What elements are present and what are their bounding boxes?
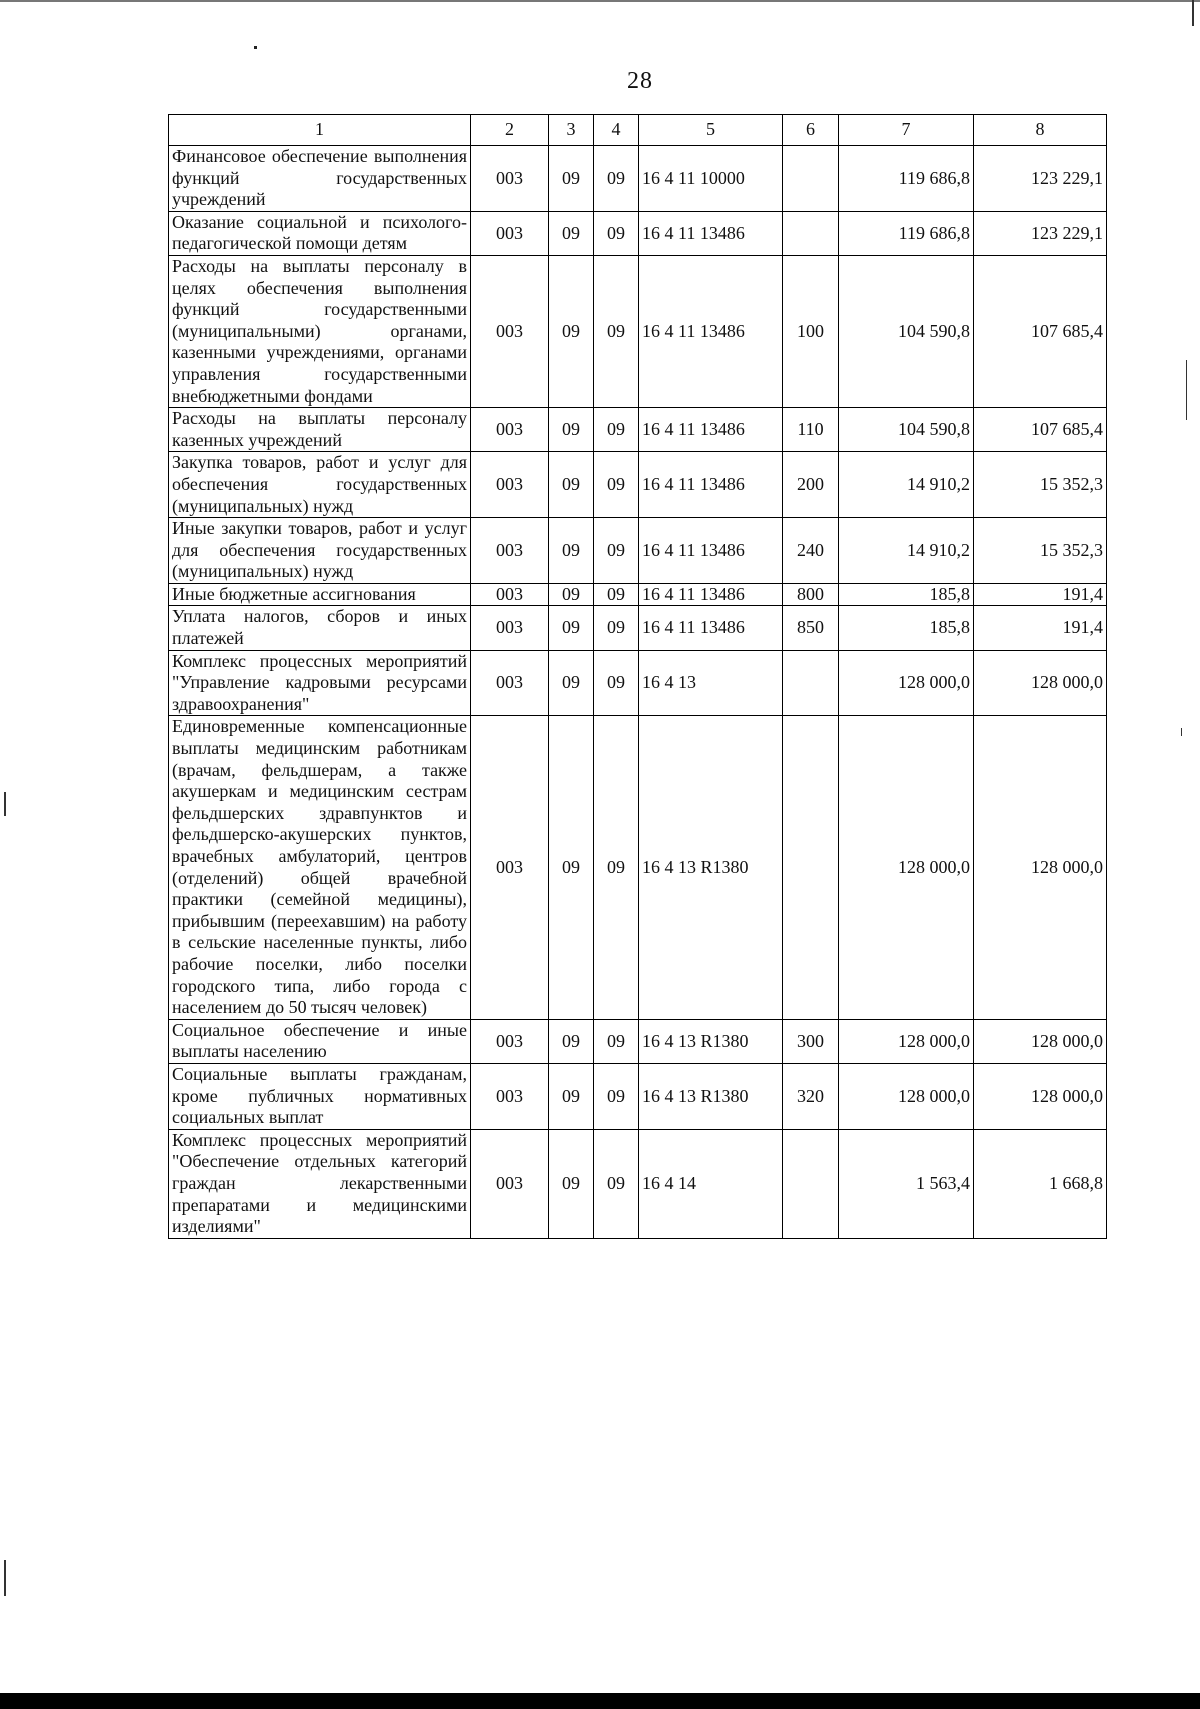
expense-type-cell: 110 (783, 408, 839, 452)
amount-year1-cell: 185,8 (839, 606, 974, 650)
subsection-code-cell: 09 (594, 650, 639, 716)
section-code-cell: 09 (549, 211, 594, 255)
grbs-code-cell: 003 (471, 1063, 549, 1129)
subsection-code-cell: 09 (594, 408, 639, 452)
section-code-cell: 09 (549, 255, 594, 407)
amount-year1-cell: 119 686,8 (839, 211, 974, 255)
table-row (169, 452, 1107, 518)
grbs-code-cell: 003 (471, 1129, 549, 1238)
subsection-code-cell: 09 (594, 146, 639, 212)
amount-year1-cell: 1 563,4 (839, 1129, 974, 1238)
amount-year1-cell: 128 000,0 (839, 1063, 974, 1129)
table-row (169, 255, 1107, 407)
grbs-code-cell: 003 (471, 211, 549, 255)
item-name-cell: Социальные выплаты гражданам, кроме публичных нормативных социальных выплат (169, 1063, 471, 1129)
amount-year2-cell: 1 668,8 (974, 1129, 1107, 1238)
target-article-cell: 16 4 13 R1380 (639, 716, 783, 1019)
item-name-cell: Финансовое обеспечение выполнения функций государственных учреждений (169, 146, 471, 212)
amount-year2-cell: 123 229,1 (974, 211, 1107, 255)
scan-margin-mark (4, 792, 6, 816)
scan-top-edge (0, 0, 1200, 2)
table-row (169, 1063, 1107, 1129)
expense-type-cell: 200 (783, 452, 839, 518)
scan-margin-mark (1186, 360, 1187, 420)
amount-year2-cell: 128 000,0 (974, 716, 1107, 1019)
item-name-cell: Расходы на выплаты персоналу в целях обеспечения выполнения функций государственными (муниципальными) органами, казенными учреждениями, органами управления государственными внебюджетными фондами (169, 255, 471, 407)
section-code-cell: 09 (549, 606, 594, 650)
table-row (169, 408, 1107, 452)
expense-type-cell: 800 (783, 583, 839, 606)
table-header-row (169, 115, 1107, 146)
expense-type-cell: 240 (783, 518, 839, 584)
table-row (169, 146, 1107, 212)
subsection-code-cell: 09 (594, 1129, 639, 1238)
amount-year1-cell: 14 910,2 (839, 452, 974, 518)
amount-year2-cell: 191,4 (974, 606, 1107, 650)
target-article-cell: 16 4 13 R1380 (639, 1019, 783, 1063)
scan-speck (254, 46, 257, 49)
section-code-cell: 09 (549, 1129, 594, 1238)
expense-type-cell: 320 (783, 1063, 839, 1129)
expense-type-cell (783, 146, 839, 212)
section-code-cell: 09 (549, 146, 594, 212)
subsection-code-cell: 09 (594, 716, 639, 1019)
header-cell: 6 (783, 115, 839, 146)
header-cell: 5 (639, 115, 783, 146)
header-cell: 3 (549, 115, 594, 146)
target-article-cell: 16 4 13 R1380 (639, 1063, 783, 1129)
amount-year2-cell: 123 229,1 (974, 146, 1107, 212)
section-code-cell: 09 (549, 408, 594, 452)
subsection-code-cell: 09 (594, 1063, 639, 1129)
target-article-cell: 16 4 11 13486 (639, 518, 783, 584)
subsection-code-cell: 09 (594, 518, 639, 584)
item-name-cell: Расходы на выплаты персоналу казенных учреждений (169, 408, 471, 452)
amount-year2-cell: 191,4 (974, 583, 1107, 606)
amount-year2-cell: 15 352,3 (974, 452, 1107, 518)
item-name-cell: Закупка товаров, работ и услуг для обеспечения государственных (муниципальных) нужд (169, 452, 471, 518)
grbs-code-cell: 003 (471, 518, 549, 584)
amount-year1-cell: 128 000,0 (839, 716, 974, 1019)
expense-type-cell (783, 1129, 839, 1238)
target-article-cell: 16 4 13 (639, 650, 783, 716)
table-row (169, 1129, 1107, 1238)
scan-margin-mark (4, 1560, 6, 1596)
item-name-cell: Единовременные компенсационные выплаты медицинским работникам (врачам, фельдшерам, а также акушеркам и медицинским сестрам фельдшерских здравпунктов и фельдшерско-акушерских пунктов, врачебных амбулаторий, центров (отделений) общей врачебной практики (семейной медицины), прибывшим (переехавшим) на работу в сельские населенные пункты, либо рабочие поселки, либо поселки городского типа, либо города с населением до 50 тысяч человек) (169, 716, 471, 1019)
expense-type-cell: 300 (783, 1019, 839, 1063)
scan-margin-mark (1192, 0, 1194, 26)
header-cell: 1 (169, 115, 471, 146)
subsection-code-cell: 09 (594, 583, 639, 606)
page-number: 28 (627, 68, 653, 94)
item-name-cell: Комплекс процессных мероприятий "Управление кадровыми ресурсами здравоохранения" (169, 650, 471, 716)
target-article-cell: 16 4 11 10000 (639, 146, 783, 212)
target-article-cell: 16 4 11 13486 (639, 606, 783, 650)
section-code-cell: 09 (549, 650, 594, 716)
item-name-cell: Оказание социальной и психолого-педагогической помощи детям (169, 211, 471, 255)
grbs-code-cell: 003 (471, 606, 549, 650)
table-row (169, 650, 1107, 716)
section-code-cell: 09 (549, 452, 594, 518)
subsection-code-cell: 09 (594, 606, 639, 650)
amount-year2-cell: 107 685,4 (974, 255, 1107, 407)
section-code-cell: 09 (549, 518, 594, 584)
item-name-cell: Социальное обеспечение и иные выплаты населению (169, 1019, 471, 1063)
header-cell: 4 (594, 115, 639, 146)
target-article-cell: 16 4 11 13486 (639, 211, 783, 255)
amount-year1-cell: 14 910,2 (839, 518, 974, 584)
expense-type-cell: 850 (783, 606, 839, 650)
amount-year2-cell: 128 000,0 (974, 650, 1107, 716)
grbs-code-cell: 003 (471, 255, 549, 407)
item-name-cell: Уплата налогов, сборов и иных платежей (169, 606, 471, 650)
amount-year2-cell: 15 352,3 (974, 518, 1107, 584)
scan-bottom-edge (0, 1693, 1200, 1709)
item-name-cell: Иные бюджетные ассигнования (169, 583, 471, 606)
amount-year1-cell: 104 590,8 (839, 408, 974, 452)
table-row (169, 1019, 1107, 1063)
target-article-cell: 16 4 14 (639, 1129, 783, 1238)
header-cell: 2 (471, 115, 549, 146)
grbs-code-cell: 003 (471, 452, 549, 518)
grbs-code-cell: 003 (471, 1019, 549, 1063)
target-article-cell: 16 4 11 13486 (639, 255, 783, 407)
target-article-cell: 16 4 11 13486 (639, 408, 783, 452)
item-name-cell: Комплекс процессных мероприятий "Обеспечение отдельных категорий граждан лекарственными препаратами и медицинскими изделиями" (169, 1129, 471, 1238)
subsection-code-cell: 09 (594, 1019, 639, 1063)
table-row (169, 606, 1107, 650)
header-cell: 8 (974, 115, 1107, 146)
grbs-code-cell: 003 (471, 146, 549, 212)
table-row (169, 716, 1107, 1019)
amount-year1-cell: 104 590,8 (839, 255, 974, 407)
expense-type-cell (783, 650, 839, 716)
table-row (169, 518, 1107, 584)
subsection-code-cell: 09 (594, 452, 639, 518)
section-code-cell: 09 (549, 1019, 594, 1063)
item-name-cell: Иные закупки товаров, работ и услуг для обеспечения государственных (муниципальных) нужд (169, 518, 471, 584)
amount-year2-cell: 128 000,0 (974, 1063, 1107, 1129)
section-code-cell: 09 (549, 583, 594, 606)
grbs-code-cell: 003 (471, 583, 549, 606)
section-code-cell: 09 (549, 716, 594, 1019)
table-row (169, 583, 1107, 606)
budget-table (168, 114, 1107, 1239)
subsection-code-cell: 09 (594, 211, 639, 255)
expense-type-cell (783, 211, 839, 255)
amount-year1-cell: 119 686,8 (839, 146, 974, 212)
grbs-code-cell: 003 (471, 408, 549, 452)
amount-year2-cell: 128 000,0 (974, 1019, 1107, 1063)
expense-type-cell: 100 (783, 255, 839, 407)
amount-year1-cell: 185,8 (839, 583, 974, 606)
table-row (169, 211, 1107, 255)
scan-margin-mark (1181, 728, 1182, 736)
subsection-code-cell: 09 (594, 255, 639, 407)
amount-year1-cell: 128 000,0 (839, 650, 974, 716)
amount-year2-cell: 107 685,4 (974, 408, 1107, 452)
target-article-cell: 16 4 11 13486 (639, 583, 783, 606)
amount-year1-cell: 128 000,0 (839, 1019, 974, 1063)
grbs-code-cell: 003 (471, 650, 549, 716)
target-article-cell: 16 4 11 13486 (639, 452, 783, 518)
section-code-cell: 09 (549, 1063, 594, 1129)
expense-type-cell (783, 716, 839, 1019)
grbs-code-cell: 003 (471, 716, 549, 1019)
header-cell: 7 (839, 115, 974, 146)
